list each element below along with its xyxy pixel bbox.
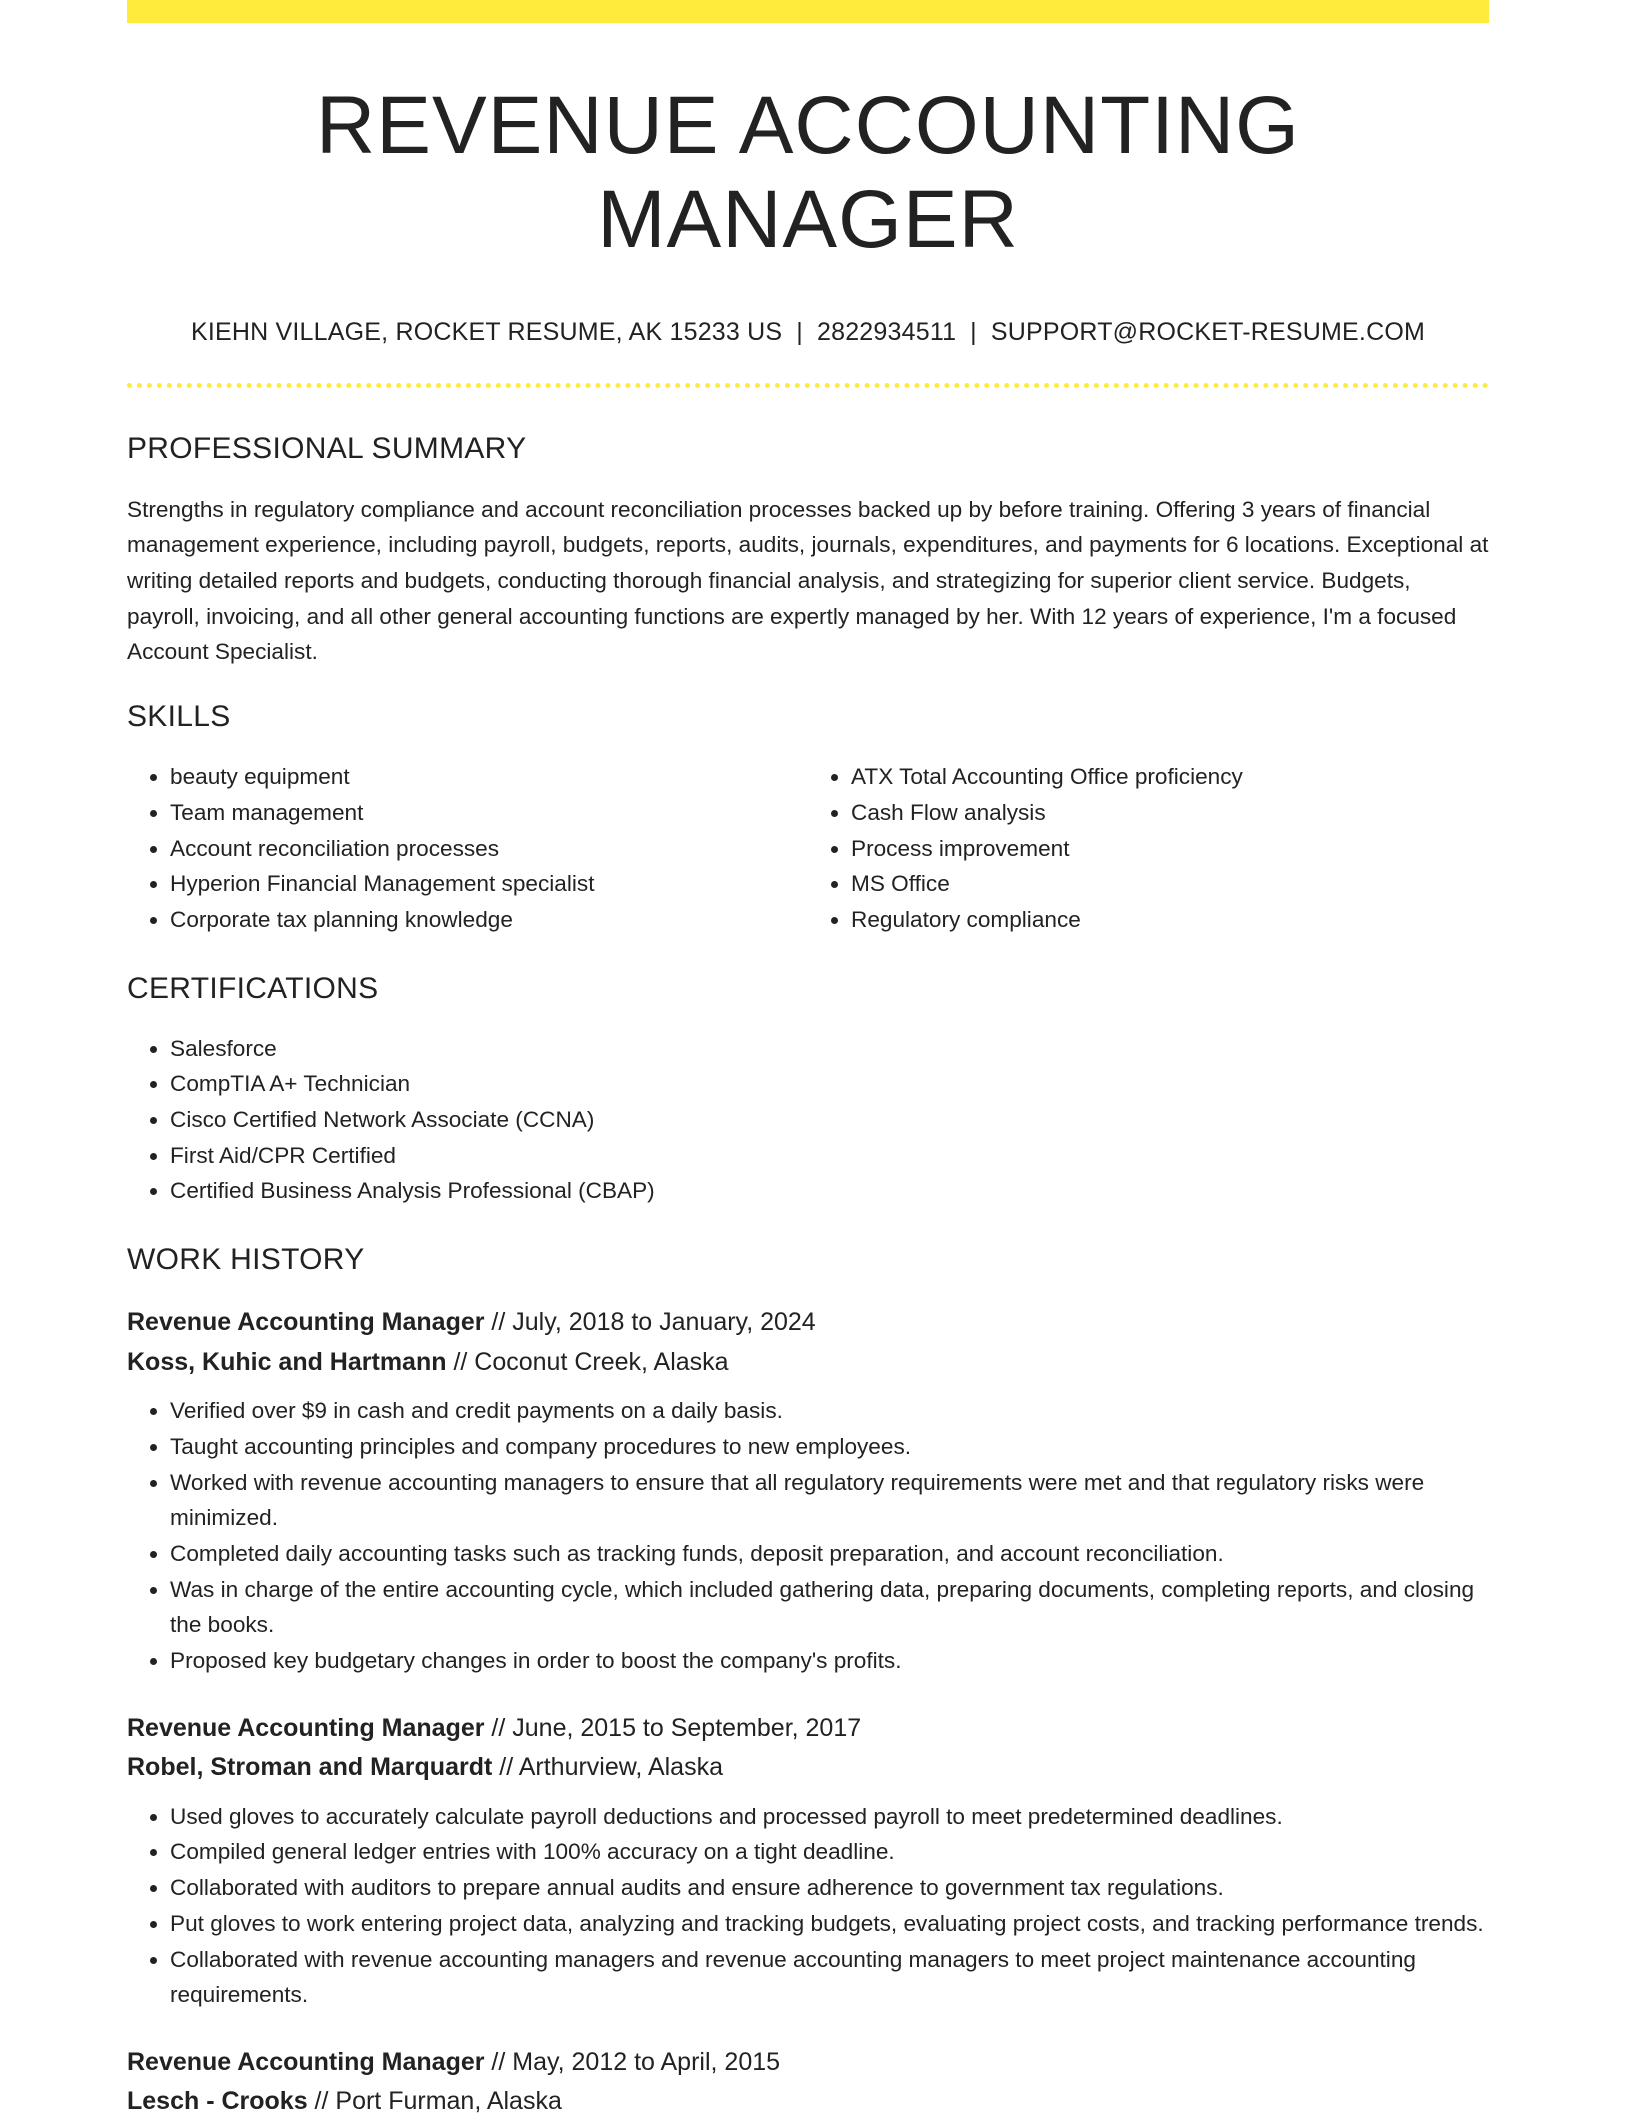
job-company-line xyxy=(127,1343,1489,1383)
contact-phone: 2822934511 xyxy=(816,317,957,346)
skill-item: • Cash Flow analysis xyxy=(851,795,1489,831)
summary-heading: PROFESSIONAL SUMMARY xyxy=(127,431,527,465)
job-duty: • Compiled general ledger entries with 100% accuracy on a tight deadline. xyxy=(170,1834,1489,1870)
job-role: Revenue Accounting Manager xyxy=(127,2047,485,2076)
job-duty: • Collaborated with auditors to prepare annual audits and ensure adherence to government tax regulations. xyxy=(170,1870,1489,1906)
skill-item: • Hyperion Financial Management specialist xyxy=(170,866,808,902)
job-duty: • Taught accounting principles and company procedures to new employees. xyxy=(170,1429,1489,1465)
job-entry xyxy=(127,1709,1489,2013)
job-duty: • Proposed key budgetary changes in order to boost the company's profits. xyxy=(170,1643,1489,1679)
job-duties-list xyxy=(127,1799,1489,2013)
job-role: Revenue Accounting Manager xyxy=(127,1308,485,1337)
certification-item: • First Aid/CPR Certified xyxy=(170,1138,1489,1174)
top-accent-bar xyxy=(127,0,1489,23)
skills-heading: SKILLS xyxy=(127,700,231,734)
job-duty: • Completed daily accounting tasks such as tracking funds, deposit preparation, and account reconciliation. xyxy=(170,1536,1489,1572)
skills-column-left xyxy=(127,759,808,938)
job-location: // Port Furman, Alaska xyxy=(307,2087,562,2116)
job-company: Koss, Kuhic and Hartmann xyxy=(127,1347,447,1376)
job-title-line xyxy=(127,1303,1489,1343)
skill-item: • Team management xyxy=(170,795,808,831)
contact-email: SUPPORT@ROCKET-RESUME.COM xyxy=(990,317,1426,346)
job-duty: • Was in charge of the entire accounting cycle, which included gathering data, preparing documents, completing reports, and closing the books. xyxy=(170,1572,1489,1643)
contact-address: KIEHN VILLAGE, ROCKET RESUME, AK 15233 US xyxy=(190,317,783,346)
skills-column-right xyxy=(808,759,1489,938)
certification-item: • Cisco Certified Network Associate (CCNA) xyxy=(170,1102,1489,1138)
job-duty: • Put gloves to work entering project data, analyzing and tracking budgets, evaluating project costs, and tracking performance trends. xyxy=(170,1906,1489,1942)
job-dates: // June, 2015 to September, 2017 xyxy=(484,1713,862,1742)
job-title-line xyxy=(127,1709,1489,1749)
certifications-list xyxy=(127,1031,1489,1210)
job-title-line xyxy=(127,2043,1489,2083)
skill-item: • Account reconciliation processes xyxy=(170,831,808,867)
job-location: // Arthurview, Alaska xyxy=(492,1753,723,1782)
work-history-heading: WORK HISTORY xyxy=(127,1243,365,1277)
job-location: // Coconut Creek, Alaska xyxy=(446,1347,729,1376)
certifications-heading: CERTIFICATIONS xyxy=(127,971,379,1005)
job-role: Revenue Accounting Manager xyxy=(127,1713,485,1742)
job-entry xyxy=(127,2043,1489,2122)
summary-text: Strengths in regulatory compliance and account reconciliation processes backed up by before training. Offering 3 years of financial management experience, including payroll, budgets, reports, audits, journals, expenditures, and payments for 6 locations. Exceptional at writing detailed reports and budgets, conducting thorough financial analysis, and strategizing for superior client service. Budgets, payroll, invoicing, and all other general accounting functions are expertly managed by her. With 12 years of experience, I'm a focused Account Specialist. xyxy=(127,496,1489,665)
skill-item: • MS Office xyxy=(851,866,1489,902)
contact-separator: | xyxy=(970,317,977,346)
certification-item: • Certified Business Analysis Professional (CBAP) xyxy=(170,1173,1489,1209)
contact-separator: | xyxy=(796,317,803,346)
job-company: Robel, Stroman and Marquardt xyxy=(127,1753,493,1782)
skill-item: • Regulatory compliance xyxy=(851,902,1489,938)
job-duty: • Used gloves to accurately calculate payroll deductions and processed payroll to meet predetermined deadlines. xyxy=(170,1799,1489,1835)
job-dates: // May, 2012 to April, 2015 xyxy=(484,2047,781,2076)
job-entry xyxy=(127,1303,1489,1679)
job-company-line xyxy=(127,2082,1489,2122)
contact-line xyxy=(127,318,1489,347)
job-dates: // July, 2018 to January, 2024 xyxy=(484,1308,816,1337)
certification-item: • Salesforce xyxy=(170,1031,1489,1067)
skill-item: • beauty equipment xyxy=(170,759,808,795)
dotted-divider xyxy=(127,383,1489,388)
job-duty: • Worked with revenue accounting managers to ensure that all regulatory requirements were met and that regulatory risks were minimized. xyxy=(170,1465,1489,1536)
job-company-line xyxy=(127,1748,1489,1788)
resume-page xyxy=(127,0,1489,2122)
resume-title: REVENUE ACCOUNTING MANAGER xyxy=(316,80,1300,266)
job-duties-list xyxy=(127,1393,1489,1679)
skill-item: • Corporate tax planning knowledge xyxy=(170,902,808,938)
job-company: Lesch - Crooks xyxy=(127,2087,308,2116)
job-duty: • Verified over $9 in cash and credit payments on a daily basis. xyxy=(170,1393,1489,1429)
certification-item: • CompTIA A+ Technician xyxy=(170,1066,1489,1102)
skills-list xyxy=(127,759,1489,938)
skill-item: • ATX Total Accounting Office proficiency xyxy=(851,759,1489,795)
job-duty: • Collaborated with revenue accounting managers and revenue accounting managers to meet project maintenance accounting requirements. xyxy=(170,1942,1489,2013)
skill-item: • Process improvement xyxy=(851,831,1489,867)
